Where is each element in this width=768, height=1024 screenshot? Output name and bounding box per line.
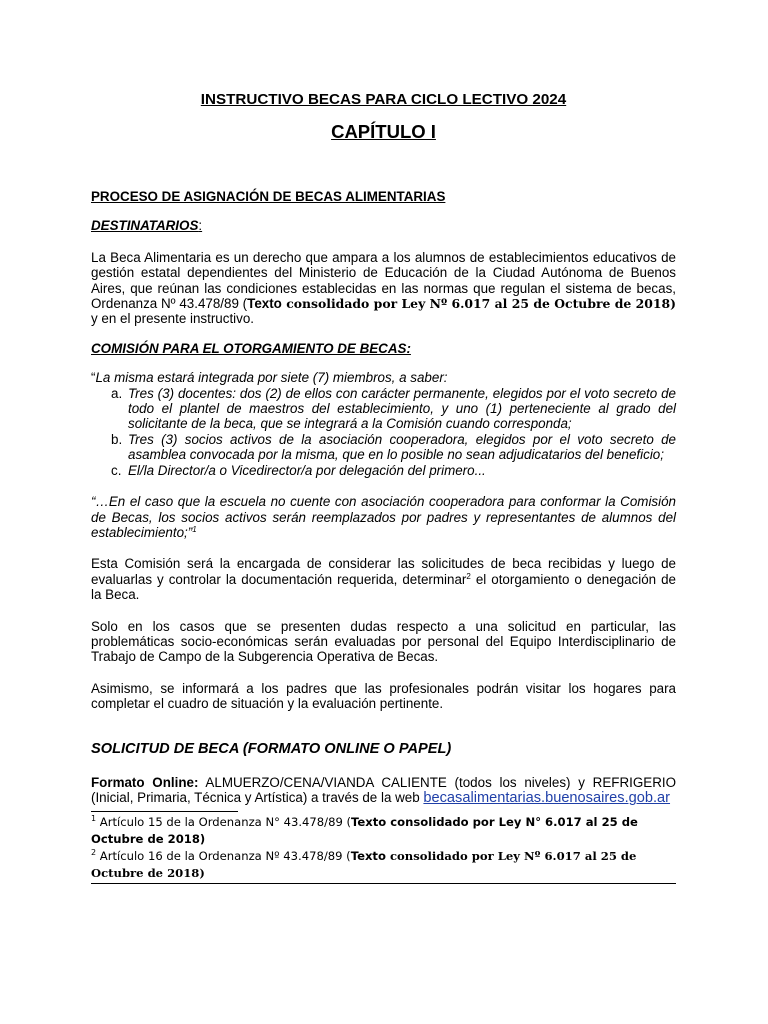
- footnote-bold2: consolidado por Ley Nº 6.017 al 25 de Octubre de 2018): [91, 848, 637, 880]
- comision-intro-text: La misma estará integrada por siete (7) miembros, a saber:: [95, 370, 448, 386]
- solicitud-heading: SOLICITUD DE BECA (FORMATO ONLINE O PAPEL): [91, 740, 452, 757]
- footnote-bold2: consolidado por Ley N° 6.017 al 25 de Octubre de 2018): [91, 814, 638, 846]
- list-item: [111, 431, 676, 463]
- footnote-bold1: Texto: [351, 814, 387, 829]
- destinatarios-text-end: y en el presente instructivo.: [91, 311, 255, 327]
- destinatarios-text-bold2: consolidado por Ley Nº 6.017 al 25 de Octubre de 2018): [281, 296, 676, 312]
- footnote-bold1: Texto: [350, 848, 386, 863]
- destinatarios-heading-text: DESTINATARIOS: [91, 218, 199, 234]
- footnote-ref-1: 1: [192, 524, 197, 534]
- comision-paragraph-3: Asimismo, se informará a los padres que las profesionales podrán visitar los hogares para completar el cuadro de situación y la evaluación pertinente.: [91, 680, 676, 712]
- becas-web-link[interactable]: becasalimentarias.buenosaires.gob.ar: [423, 790, 671, 807]
- destinatarios-heading: [91, 218, 676, 233]
- destinatarios-colon: :: [198, 218, 203, 234]
- footnote-ref-2: 2: [466, 571, 471, 581]
- members-list: [91, 386, 676, 478]
- section-heading: PROCESO DE ASIGNACIÓN DE BECAS ALIMENTARIAS: [91, 189, 446, 204]
- paragraph-1-end: el otorgamiento o denegación de la Beca.: [91, 571, 676, 603]
- footnote-1: [91, 814, 676, 848]
- destinatarios-paragraph: [91, 250, 676, 327]
- comision-paragraph-1: [91, 556, 676, 602]
- footnotes: [91, 814, 676, 882]
- paragraph-1-start: Esta Comisión será la encargada de considerar las solicitudes de beca recibidas y luego de evaluarlas y controlar la documentación requerida, determinar: [91, 556, 676, 587]
- list-item: [111, 462, 676, 478]
- footnote-text: Artículo 16 de la Ordenanza Nº 43.478/89 (: [96, 848, 351, 863]
- online-label: Formato Online:: [91, 774, 199, 790]
- list-marker: b.: [111, 431, 123, 447]
- comision-intro-mark: “: [91, 370, 96, 386]
- online-text: ALMUERZO/CENA/VIANDA CALIENTE (todos los niveles) y REFRIGERIO (Inicial, Primaria, Técnica y Artística) a través de la web: [91, 774, 677, 806]
- list-item-text: Tres (3) docentes: dos (2) de ellos con carácter permanente, elegidos por el voto secreto de todo el plantel de maestros del establecimiento, y uno (1) perteneciente al grado del solicitante de la beca, que se integrará a la Comisión cuando corresponda;: [128, 385, 676, 432]
- footnote-2: [91, 848, 676, 882]
- document-title: INSTRUCTIVO BECAS PARA CICLO LECTIVO 2024: [200, 91, 567, 108]
- footnote-separator: [91, 811, 238, 812]
- bottom-rule: [91, 883, 676, 884]
- comision-quote: [91, 494, 676, 540]
- list-marker: c.: [111, 462, 122, 478]
- destinatarios-text-bold1: Texto: [247, 296, 282, 312]
- list-item-text: El/la Director/a o Vicedirector/a por delegación del primero...: [128, 462, 486, 478]
- comision-intro: [91, 370, 676, 385]
- comision-paragraph-2: Solo en los casos que se presenten dudas respecto a una solicitud en particular, las problemáticas socio-económicas serán evaluadas por personal del Equipo Interdisciplinario de Trabajo de Campo de la Subgerencia Operativa de Becas.: [91, 618, 676, 665]
- footnote-number: 1: [91, 813, 97, 823]
- comision-heading: COMISIÓN PARA EL OTORGAMIENTO DE BECAS:: [91, 340, 411, 356]
- document-page: [91, 91, 676, 884]
- destinatarios-text-start: La Beca Alimentaria es un derecho que ampara a los alumnos de establecimientos educativos de gestión estatal dependientes del Ministerio de Educación de la Ciudad Autónoma de Buenos Aires, que reúnan las condiciones establecidas en las normas que regulan el sistema de becas, Ordenanza Nº 43.478/89 (: [91, 249, 676, 312]
- footnote-text: Artículo 15 de la Ordenanza N° 43.478/89 (: [96, 814, 352, 829]
- comision-quote-text: “…En el caso que la escuela no cuente con asociación cooperadora para conformar la Comisión de Becas, los socios activos serán reemplazados por padres y representantes de alumnos del establecimiento;”: [91, 494, 676, 540]
- chapter-heading: CAPÍTULO I: [331, 121, 436, 142]
- footnote-number: 2: [91, 847, 97, 857]
- solicitud-online-paragraph: [91, 775, 676, 807]
- list-item: [111, 385, 676, 432]
- list-marker: a.: [111, 385, 123, 401]
- list-item-text: Tres (3) socios activos de la asociación cooperadora, elegidos por el voto secreto de asamblea convocada por la misma, que en lo posible no sean adjudicatarios del beneficio;: [128, 431, 676, 463]
